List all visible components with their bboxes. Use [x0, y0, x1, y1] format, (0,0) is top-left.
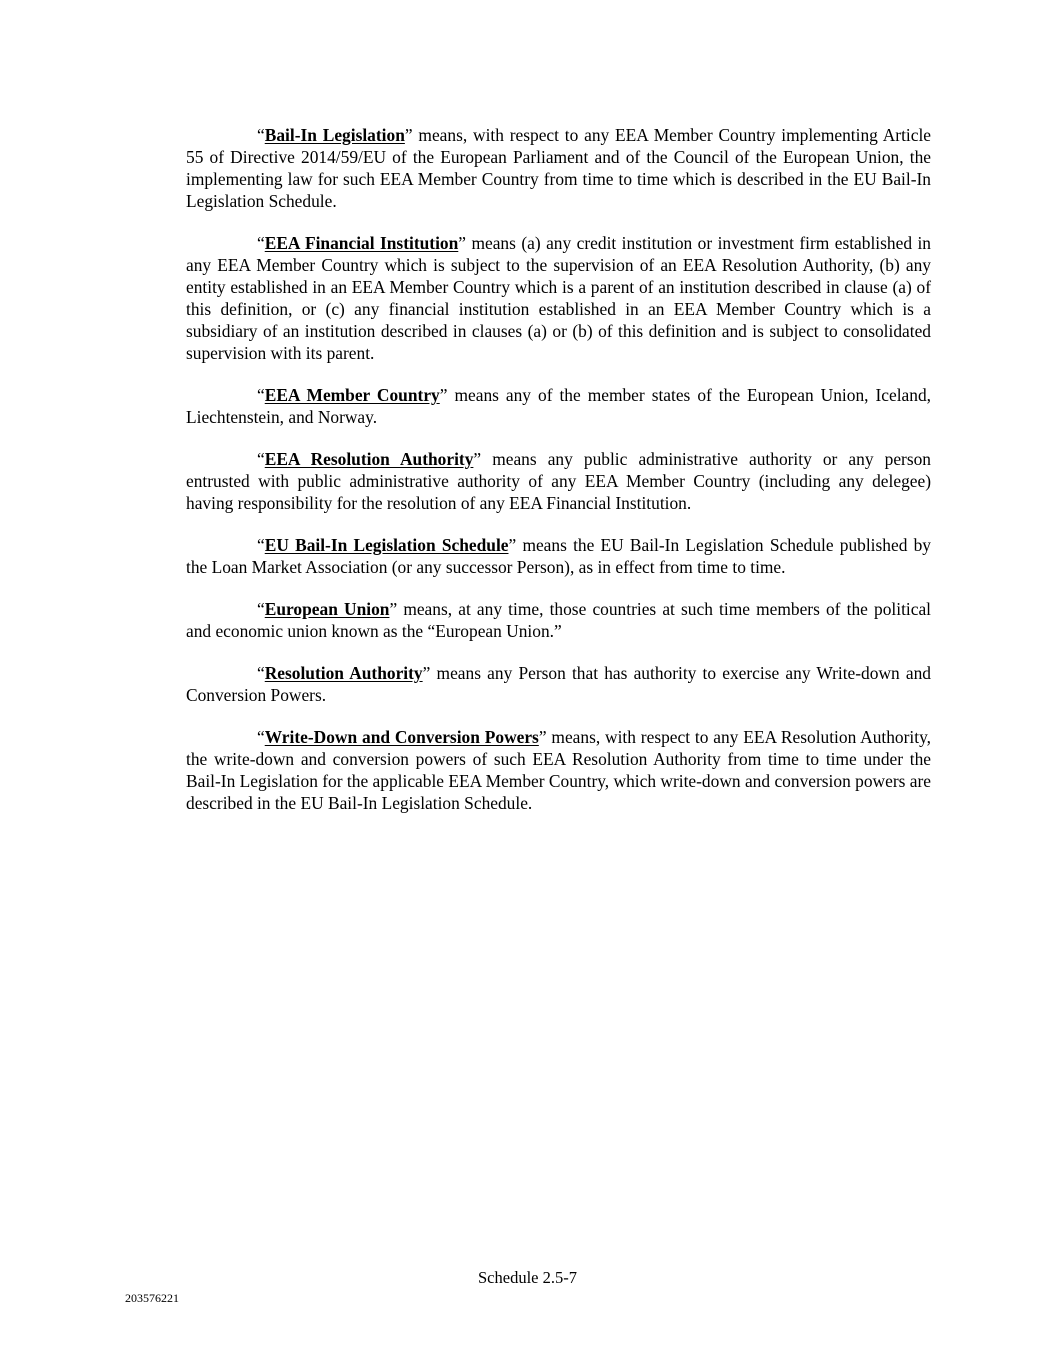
definition-eea-resolution-authority — [186, 448, 931, 514]
close-quote: ” — [404, 125, 413, 145]
definition-write-down-and-conversion-powers — [186, 726, 931, 814]
definition-text: means, with respect to any EEA Member Country implementing Article 55 of Directive 2014/59/EU of the European Parliament and of the Council of the European Union, the implementing law for such EEA Member Country from time to time which is described in the EU Bail-In Legislation Schedule. — [186, 125, 932, 211]
page-footer-label: Schedule 2.5-7 — [478, 1268, 577, 1287]
defined-term: EU Bail-In Legislation Schedule — [264, 535, 509, 555]
definition-text: means any public administrative authority or any person entrusted with public administrative authority of any EEA Member Country (including any delegee) having responsibility for the resolution of any EEA Financial Institution. — [186, 449, 931, 513]
definition-eea-member-country — [186, 384, 931, 428]
defined-term: European Union — [264, 599, 390, 619]
definition-eu-bail-in-legislation-schedule — [186, 534, 931, 578]
open-quote: “ — [257, 449, 265, 469]
defined-term: EEA Member Country — [264, 385, 440, 405]
definition-text: means, with respect to any EEA Resolution Authority, the write-down and conversion powers of such EEA Resolution Authority from time to time under the Bail-In Legislation for the applicable EEA Member Country, which write-down and conversion powers are described in the EU Bail-In Legislation Schedule. — [186, 727, 931, 813]
definition-text: means the EU Bail-In Legislation Schedule published by the Loan Market Association (or any successor Person), as in effect from time to time. — [186, 535, 931, 577]
definition-eea-financial-institution — [186, 232, 931, 364]
document-id: 203576221 — [125, 1291, 179, 1305]
defined-term: Bail-In Legislation — [264, 125, 405, 145]
definitions-section — [186, 124, 931, 834]
close-quote: ” — [508, 535, 517, 555]
open-quote: “ — [257, 385, 265, 405]
definition-text: means (a) any credit institution or investment firm established in any EEA Member Country which is subject to the supervision of an EEA Resolution Authority, (b) any entity established in an EEA Member Country which is a parent of an institution described in clause (a) of this definition, or (c) any financial institution established in an EEA Member Country which is a subsidiary of an institution described in clauses (a) or (b) of this definition and is subject to consolidated supervision with its parent. — [186, 233, 931, 363]
close-quote: ” — [422, 663, 431, 683]
definition-text: means any Person that has authority to exercise any Write-down and Conversion Powers. — [186, 663, 931, 705]
close-quote: ” — [389, 599, 398, 619]
open-quote: “ — [257, 535, 265, 555]
definition-resolution-authority — [186, 662, 931, 706]
close-quote: ” — [458, 233, 467, 253]
defined-term: Write-Down and Conversion Powers — [264, 727, 539, 747]
defined-term: EEA Resolution Authority — [264, 449, 474, 469]
definition-bail-in-legislation — [186, 124, 931, 212]
defined-term: EEA Financial Institution — [264, 233, 459, 253]
definition-text: means, at any time, those countries at such time members of the political and economic union known as the “European Union.” — [186, 599, 931, 641]
definition-european-union — [186, 598, 931, 642]
definition-text: means any of the member states of the European Union, Iceland, Liechtenstein, and Norway. — [186, 385, 931, 427]
open-quote: “ — [257, 727, 265, 747]
open-quote: “ — [257, 663, 265, 683]
open-quote: “ — [257, 233, 265, 253]
defined-term: Resolution Authority — [264, 663, 423, 683]
close-quote: ” — [439, 385, 448, 405]
close-quote: ” — [538, 727, 547, 747]
open-quote: “ — [257, 125, 265, 145]
close-quote: ” — [473, 449, 482, 469]
open-quote: “ — [257, 599, 265, 619]
